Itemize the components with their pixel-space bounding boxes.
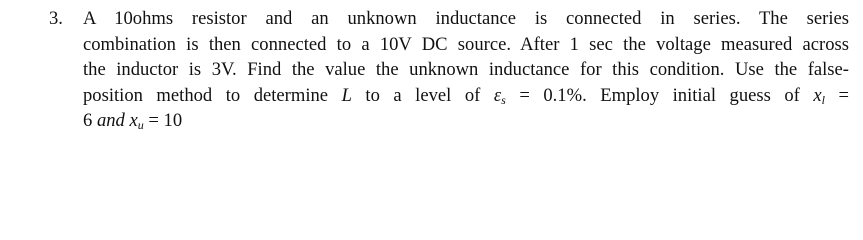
xl-subscript: l [821,92,825,107]
epsilon-symbol: ε [493,84,502,106]
line4-text-before: position method to determine [83,84,342,106]
problem-text-line-3: the inductor is 3V. Find the value the unknown inductance for this condition. Use the false- [83,59,849,81]
problem-text-line-1: A 10ohms resistor and an unknown inductance is connected in series. The series [83,8,849,29]
problem-number: 3. [49,8,63,29]
tolerance-value: = 0.1%. Employ initial guess of [505,84,814,106]
problem-text-line-2: combination is then connected to a 10V DC source. After 1 sec the voltage measured across [83,33,849,55]
problem-line-2 [49,32,849,58]
epsilon-subscript: s [501,92,506,107]
problem-3 [49,6,849,134]
variable-xu: x [129,110,138,132]
and-word: and [92,110,130,132]
variable-xl: x [813,84,822,106]
xu-value: = 10 [143,110,183,132]
problem-line-1 [49,6,849,32]
xl-value: 6 [83,110,93,132]
line4-text-mid: to a level of [351,84,494,106]
problem-line-3 [49,57,849,83]
problem-line-4 [49,83,849,109]
problem-line-5 [49,108,849,134]
xl-equals: = [824,84,849,106]
xu-subscript: u [137,118,144,133]
variable-L: L [341,84,352,106]
